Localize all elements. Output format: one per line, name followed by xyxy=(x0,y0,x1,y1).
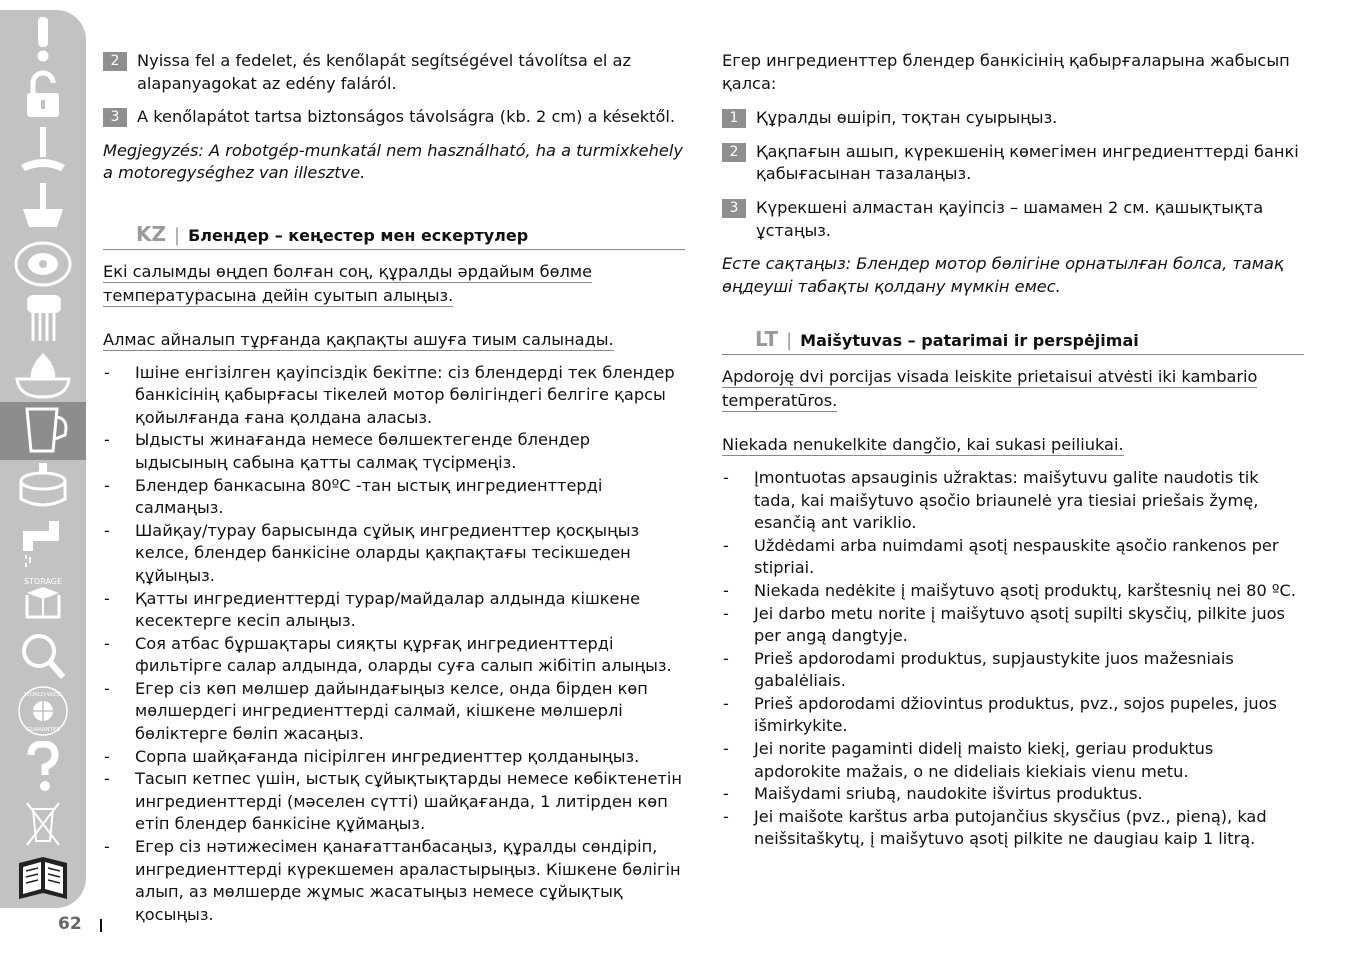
heading-separator: | xyxy=(174,224,181,246)
step-number: 1 xyxy=(722,109,746,128)
blade-unit-icon[interactable] xyxy=(0,122,86,180)
blender-jar-icon[interactable] xyxy=(0,402,86,460)
food-processor-icon[interactable] xyxy=(0,458,86,516)
page-divider xyxy=(100,919,102,932)
right-column xyxy=(722,50,1304,851)
tips-list xyxy=(722,467,1304,851)
svg-text:GUARANTEE: GUARANTEE xyxy=(26,727,60,733)
citrus-press-icon[interactable] xyxy=(0,346,86,404)
svg-text:WORLD-WIDE: WORLD-WIDE xyxy=(24,692,62,698)
section-heading xyxy=(722,328,1304,355)
list-item: - Maišydami sriubą, naudokite išvirtus produktus. xyxy=(722,783,1304,806)
question-mark-icon[interactable] xyxy=(0,738,86,796)
list-item: - Ыдысты жинағанда немесе бөлшектегенде блендер ыдысының сабына қатты салмақ түсірмеңіз. xyxy=(103,429,685,474)
step-text: Құралды өшіріп, тоқтан суырыңыз. xyxy=(756,108,1058,128)
step-item xyxy=(722,141,1304,186)
step-text: Күрекшені алмастан қауіпсіз – шамамен 2 см. қашықтықта ұстаңыз. xyxy=(756,197,1264,240)
tips-list xyxy=(103,362,685,927)
list-item: - Prieš apdorodami džiovintus produktus, pvz., sojos pupeles, juos išmirkykite. xyxy=(722,693,1304,738)
left-column xyxy=(103,50,685,926)
kneading-tool-icon[interactable] xyxy=(0,178,86,236)
caution-text xyxy=(103,328,685,352)
warning-text xyxy=(103,260,685,308)
list-item: - Қатты ингредиенттерді турар/майдалар алдында кішкене кесектерге кесіп алыңыз. xyxy=(103,588,685,633)
list-item: - Егер сіз нәтижесімен қанағаттанбасаңыз, құралды сөндіріп, ингредиенттерді күрекшемен араластырыңыз. Кішкене бөлігін алып, аз мөлшерде жұмыс жасатыңыз немесе сұйықтық қосыңыз. xyxy=(103,836,685,926)
language-code: LT xyxy=(755,327,779,352)
list-item: - Ішіне енгізілген қауіпсіздік бекітпе: сіз блендерді тек блендер банкісінің қабырғасы тікелей мотор бөлігіндегі белгіге қарсы қойылғанда ғана қолдана аласыз. xyxy=(103,362,685,430)
warning-line: temperatūros. xyxy=(722,390,838,410)
step-text: A kenőlapátot tartsa biztonságos távolságra (kb. 2 cm) a késektől. xyxy=(137,107,676,127)
list-item: - Jei maišote karštus arba putojančius skysčius (pvz., pieną), kad neišsitaškytų, į maišytuvo ąsotį pilkite ne daugiau kaip 1 litrą. xyxy=(722,806,1304,851)
padlock-icon[interactable] xyxy=(0,66,86,124)
step-text: Nyissa fel a fedelet, és kenőlapát segítségével távolítsa el az alapanyagokat az edény faláról. xyxy=(137,51,631,93)
list-item: - Соя атбас бұршақтары сияқты құрғақ ингредиенттерді фильтірге салар алдында, оларды суға салып жібітіп алыңыз. xyxy=(103,633,685,678)
step-text: Қақпағын ашып, күрекшенің көмегімен ингредиенттерді банкі қабығасынан тазалаңыз. xyxy=(756,141,1299,184)
list-item: - Niekada nedėkite į maišytuvo ąsotį produktų, karštesnių nei 80 ºC. xyxy=(722,580,1304,603)
list-item: - Сорпа шайқағанда пісірілген ингредиенттер қолданыңыз. xyxy=(103,746,685,769)
manual-book-icon[interactable] xyxy=(0,850,86,908)
list-item: - Шайқау/турау барысында сұйық ингредиенттер қосқыңыз келсе, блендер банкісіне оларды қақпақтағы тесікшеден құйыңыз. xyxy=(103,520,685,588)
crossed-bin-icon[interactable] xyxy=(0,794,86,852)
worldwide-guarantee-icon[interactable] xyxy=(0,682,86,740)
page-number: 62 xyxy=(58,914,82,934)
step-item xyxy=(103,50,685,95)
chapter-sidebar xyxy=(0,10,86,908)
list-item: - Uždėdami arba nuimdami ąsotį nespauskite ąsočio rankenos per stipriai. xyxy=(722,535,1304,580)
warning-line: Екі салымды өңдеп болған соң, құралды әрдайым бөлме xyxy=(103,261,593,281)
svg-text:STORAGE: STORAGE xyxy=(23,577,63,586)
list-item: - Įmontuotas apsauginis užraktas: maišytuvu galite naudotis tik tada, kai maišytuvo ąsočio briaunelė yra tiesiai priešais žymę, esančią ant variklio. xyxy=(722,467,1304,535)
step-number: 3 xyxy=(103,108,127,127)
step-number: 2 xyxy=(103,52,127,71)
list-item: - Prieš apdorodami produktus, supjaustykite juos mažesniais gabalėliais. xyxy=(722,648,1304,693)
slicing-disc-icon[interactable] xyxy=(0,234,86,292)
intro-text: Егер ингредиенттер блендер банкісінің қабырғаларына жабысып қалса: xyxy=(722,51,1290,93)
step-item xyxy=(722,107,1304,130)
caution-line: Niekada nenukelkite dangčio, kai sukasi peiliukai. xyxy=(722,434,1124,454)
warning-line: температурасына дейін суытып алыңыз. xyxy=(103,285,454,305)
whisk-icon[interactable] xyxy=(0,290,86,348)
list-item: - Jei darbo metu norite į maišytuvo ąsotį supilti skysčių, pilkite juos per angą dangtyje. xyxy=(722,603,1304,648)
step-item xyxy=(722,197,1304,242)
exclamation-icon[interactable] xyxy=(0,10,86,68)
note-text: Megjegyzés: A robotgép-munkatál nem használható, ha a turmixkehely a motoregységhez van illesztve. xyxy=(103,140,683,183)
warning-text xyxy=(722,365,1304,413)
caution-line: Алмас айналып тұрғанда қақпақты ашуға тиым салынады. xyxy=(103,329,614,349)
magnifier-icon[interactable] xyxy=(0,626,86,684)
section-title: Maišytuvas – patarimai ir perspėjimai xyxy=(800,331,1139,351)
storage-box-icon[interactable] xyxy=(0,570,86,628)
step-item xyxy=(103,106,685,129)
list-item: - Jei norite pagaminti didelį maisto kiekį, geriau produktus apdorokite mažais, o ne dideliais kiekiais vienu metu. xyxy=(722,738,1304,783)
warning-line: Apdoroję dvi porcijas visada leiskite prietaisui atvėsti iki kambario xyxy=(722,366,1258,386)
tap-water-icon[interactable] xyxy=(0,514,86,572)
list-item: - Блендер банкасына 80ºC -тан ыстық ингредиенттерді салмаңыз. xyxy=(103,475,685,520)
section-title: Блендер – кеңестер мен ескертулер xyxy=(188,225,529,245)
list-item: - Тасып кетпес үшін, ыстық сұйықтықтарды немесе көбіктенетін ингредиенттерді (мәселен сүтті) шайқағанда, 1 литірден көп етіп блендер банкісіне құймаңыз. xyxy=(103,768,685,836)
caution-text xyxy=(722,433,1304,457)
step-number: 3 xyxy=(722,199,746,218)
section-heading xyxy=(103,223,685,250)
language-code: KZ xyxy=(136,221,166,246)
heading-separator: | xyxy=(786,330,793,352)
list-item: - Егер сіз көп мөлшер дайындағыңыз келсе, онда бірден көп мөлшердегі ингредиенттерді салмай, кішкене мөлшерлі бөліктерге бөліп жасаңыз. xyxy=(103,678,685,746)
note-text: Есте сақтаңыз: Блендер мотор бөлігіне орнатылған болса, тамақ өңдеуші табақты қолдану мүмкін емес. xyxy=(722,254,1284,296)
step-number: 2 xyxy=(722,143,746,162)
